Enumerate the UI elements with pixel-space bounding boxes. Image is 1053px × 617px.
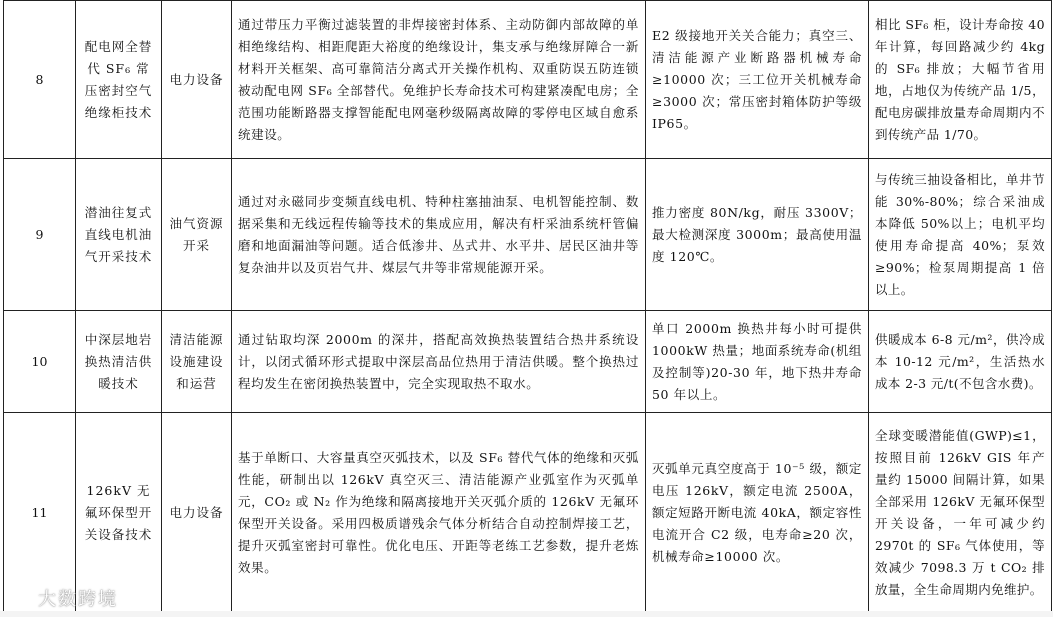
page-bottom-strip xyxy=(0,611,1053,617)
benefit-effect: 全球变暖潜能值(GWP)≤1，按照目前 126kV GIS 年产量约 15000 间隔计算，如果全部采用 126kV 无氟环保型开关设备，一年可减少约 2970t 的 SF₆ 气体使用，等效减少 7098.3 万 t CO₂ 排放量，全生命周期内免维护。 xyxy=(869,413,1052,613)
application-field: 电力设备 xyxy=(162,413,232,613)
benefit-effect: 与传统三抽设备相比，单井节能 30%-80%；综合采油成本降低 50%以上；电机平均使用寿命提高 40%；泵效≥90%；检泵周期提高 1 倍以上。 xyxy=(869,159,1052,311)
row-number: 9 xyxy=(4,159,76,311)
watermark xyxy=(8,585,118,611)
row-number: 8 xyxy=(4,1,76,159)
key-parameters: E2 级接地开关关合能力；真空三、清洁能源产业断路器机械寿命≥10000 次；三工位开关机械寿命≥3000 次；常压密封箱体防护等级 IP65。 xyxy=(646,1,869,159)
benefit-effect: 供暖成本 6-8 元/m²，供冷成本 10-12 元/m²，生活热水成本 2-3 元/t(不包含水费)。 xyxy=(869,311,1052,413)
table-row xyxy=(4,413,1052,613)
technology-description: 通过带压力平衡过滤装置的非焊接密封体系、主动防御内部故障的单相绝缘结构、相距爬距大裕度的绝缘设计，集支承与绝缘屏障合一新材料开关框架、高可靠简洁分离式开关操作机构、双重防误五防连锁被动配电网 SF₆ 全部替代。免维护长寿命技术可构建紧凑配电房；全范围功能断路器支撑智能配电网毫秒级隔离故障的零停电区域自愈系统建设。 xyxy=(232,1,646,159)
technology-name: 潜油往复式直线电机油气开采技术 xyxy=(76,159,162,311)
row-number: 10 xyxy=(4,311,76,413)
key-parameters: 推力密度 80N/kg，耐压 3300V；最大检测深度 3000m；最高使用温度 120℃。 xyxy=(646,159,869,311)
watermark-text: 大数跨境 xyxy=(38,589,118,610)
application-field: 油气资源开采 xyxy=(162,159,232,311)
key-parameters: 灭弧单元真空度高于 10⁻⁵ 级，额定电压 126kV，额定电流 2500A，额定短路开断电流 40kA，额定容性电流开合 C2 级，电寿命≥20 次，机械寿命≥10000 次。 xyxy=(646,413,869,613)
row-number: 11 xyxy=(4,413,76,613)
technology-description: 通过对永磁同步变频直线电机、特种柱塞抽油泵、电机智能控制、数据采集和无线远程传输等技术的集成应用，解决有杆采油系统杆管偏磨和地面漏油等问题。适合低渗井、丛式井、水平井、居民区油井等复杂油井以及页岩气井、煤层气井等非常规能源开采。 xyxy=(232,159,646,311)
technology-table xyxy=(3,0,1052,613)
application-field: 电力设备 xyxy=(162,1,232,159)
application-field: 清洁能源设施建设和运营 xyxy=(162,311,232,413)
watermark-logo-icon xyxy=(8,591,34,609)
technology-description: 基于单断口、大容量真空灭弧技术，以及 SF₆ 替代气体的绝缘和灭弧性能，研制出以 126kV 真空灭三、清洁能源产业弧室作为灭弧单元，CO₂ 或 N₂ 作为绝缘和隔离接地开关灭弧介质的 126kV 无氟环保型开关设备。采用四极质谱残余气体分析结合自动控制焊接工艺，提升灭弧室密封可靠性。优化电压、开距等老练工艺参数，提升老炼效果。 xyxy=(232,413,646,613)
table-row xyxy=(4,311,1052,413)
table-row xyxy=(4,1,1052,159)
technology-name: 中深层地岩换热清洁供暖技术 xyxy=(76,311,162,413)
technology-description: 通过钻取均深 2000m 的深井，搭配高效换热装置结合热井系统设计，以闭式循环形式提取中深层高品位热用于清洁供暖。整个换热过程均发生在密闭换热装置中，完全实现取热不取水。 xyxy=(232,311,646,413)
technology-name: 126kV 无氟环保型开关设备技术 xyxy=(76,413,162,613)
technology-name: 配电网全替代 SF₆ 常压密封空气绝缘柜技术 xyxy=(76,1,162,159)
key-parameters: 单口 2000m 换热井每小时可提供 1000kW 热量；地面系统寿命(机组及控制等)20-30 年，地下热井寿命 50 年以上。 xyxy=(646,311,869,413)
table-row xyxy=(4,159,1052,311)
benefit-effect: 相比 SF₆ 柜，设计寿命按 40 年计算，每回路减少约 4kg 的 SF₆ 排放；大幅节省用地，占地仅为传统产品 1/5，配电房碳排放量寿命周期内不到传统产品 1/70。 xyxy=(869,1,1052,159)
